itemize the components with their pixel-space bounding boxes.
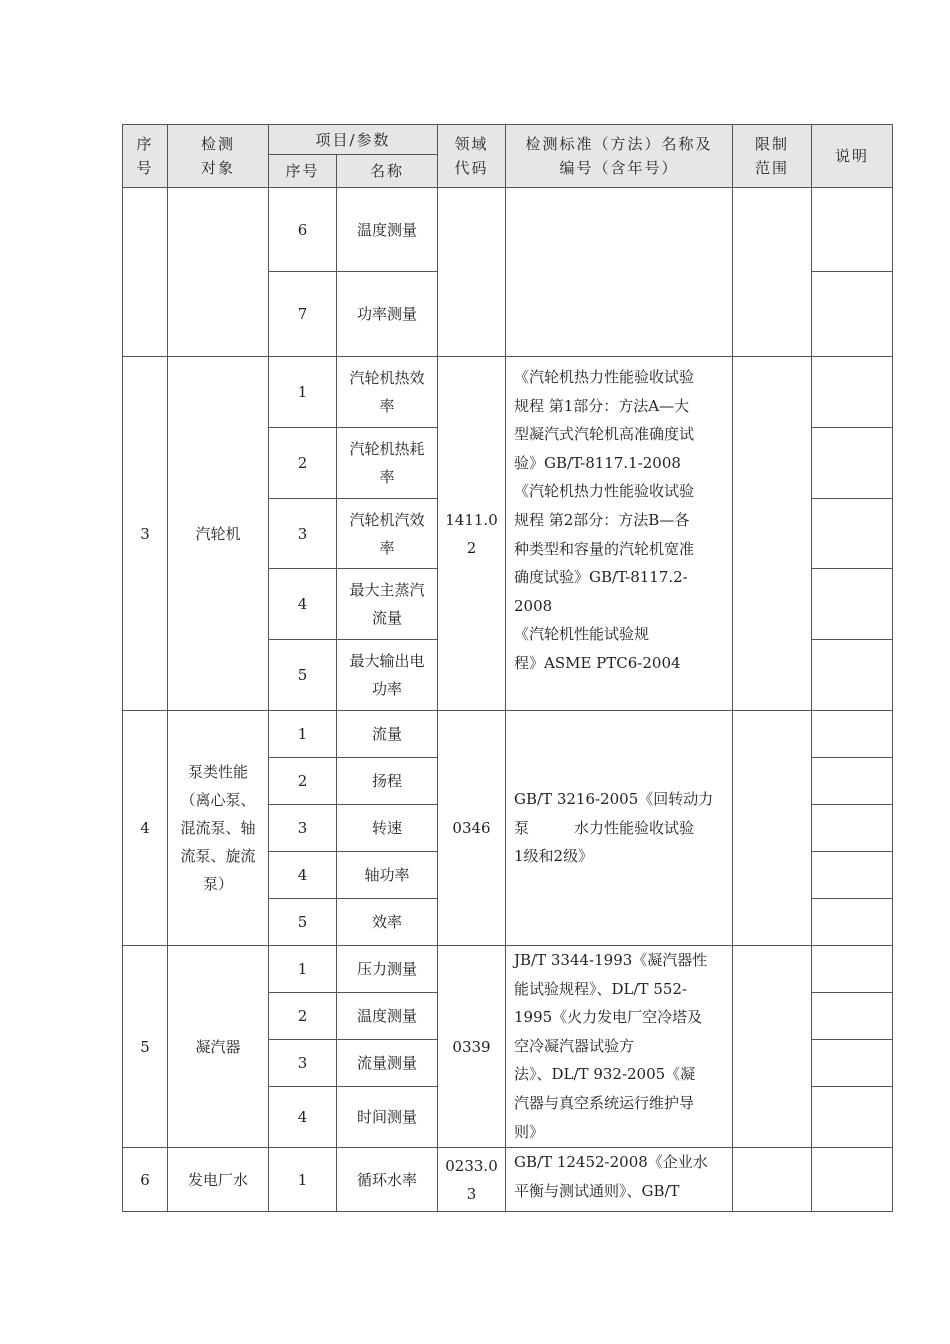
cell-limit bbox=[733, 1148, 812, 1212]
cell-item-name: 汽轮机热效 率 bbox=[337, 357, 438, 428]
cell-field-code: 0339 bbox=[438, 946, 506, 1148]
cell-item-name: 汽轮机汽效 率 bbox=[337, 499, 438, 569]
cell-field-code: 0346 bbox=[438, 711, 506, 946]
header-item-name: 名称 bbox=[337, 155, 438, 188]
header-item-seq: 序号 bbox=[269, 155, 337, 188]
cell-note bbox=[812, 852, 893, 899]
cell-limit bbox=[733, 711, 812, 946]
cell-seq: 4 bbox=[123, 711, 168, 946]
cell-item-no: 4 bbox=[269, 1087, 337, 1148]
table-row bbox=[123, 188, 893, 272]
cell-seq bbox=[123, 188, 168, 357]
cell-note bbox=[812, 188, 893, 272]
cell-note bbox=[812, 428, 893, 499]
header-seq: 序 号 bbox=[123, 125, 168, 188]
table-header bbox=[123, 125, 893, 188]
cell-item-name: 压力测量 bbox=[337, 946, 438, 993]
cell-item-name: 温度测量 bbox=[337, 993, 438, 1040]
cell-item-no: 2 bbox=[269, 993, 337, 1040]
cell-note bbox=[812, 805, 893, 852]
header-item-param: 项目/参数 bbox=[269, 125, 438, 155]
cell-note bbox=[812, 993, 893, 1040]
cell-item-name: 循环水率 bbox=[337, 1148, 438, 1212]
cell-object bbox=[168, 188, 269, 357]
cell-note bbox=[812, 357, 893, 428]
cell-item-no: 2 bbox=[269, 428, 337, 499]
cell-item-no: 1 bbox=[269, 946, 337, 993]
cell-item-no: 4 bbox=[269, 852, 337, 899]
header-field-code: 领域 代码 bbox=[438, 125, 506, 188]
cell-item-no: 3 bbox=[269, 499, 337, 569]
cell-note bbox=[812, 946, 893, 993]
cell-standard: 《汽轮机热力性能验收试验 规程 第1部分：方法A—大 型凝汽式汽轮机高准确度试 验》GB/T-8117.1-2008 《汽轮机热力性能验收试验 规程 第2部分：方法B—各 种类型和容量的汽轮机宽准 确度试验》GB/T-8117.2- 2008 《汽轮机性能试验规 程》ASME PTC6-2004 bbox=[506, 357, 733, 711]
cell-item-no: 4 bbox=[269, 569, 337, 640]
cell-item-no: 2 bbox=[269, 758, 337, 805]
cell-item-no: 7 bbox=[269, 272, 337, 357]
cell-item-name: 转速 bbox=[337, 805, 438, 852]
cell-note bbox=[812, 1087, 893, 1148]
cell-seq: 3 bbox=[123, 357, 168, 711]
cell-object: 汽轮机 bbox=[168, 357, 269, 711]
cell-item-name: 轴功率 bbox=[337, 852, 438, 899]
cell-field-code: 1411.0 2 bbox=[438, 357, 506, 711]
table-row bbox=[123, 711, 893, 758]
header-limit: 限制 范围 bbox=[733, 125, 812, 188]
cell-note bbox=[812, 899, 893, 946]
cell-standard: JB/T 3344-1993《凝汽器性 能试验规程》、DL/T 552- 1995《火力发电厂空冷塔及 空冷凝汽器试验方 法》、DL/T 932-2005《凝 汽器与真空系统运行维护导 则》 bbox=[506, 946, 733, 1148]
cell-item-name: 功率测量 bbox=[337, 272, 438, 357]
standards-table bbox=[122, 124, 893, 1212]
cell-seq: 6 bbox=[123, 1148, 168, 1212]
cell-note bbox=[812, 1148, 893, 1212]
cell-object: 发电厂水 bbox=[168, 1148, 269, 1212]
cell-item-name: 流量 bbox=[337, 711, 438, 758]
cell-item-no: 3 bbox=[269, 1040, 337, 1087]
cell-field-code: 0233.0 3 bbox=[438, 1148, 506, 1212]
cell-note bbox=[812, 758, 893, 805]
cell-item-name: 扬程 bbox=[337, 758, 438, 805]
cell-standard: GB/T 12452-2008《企业水 平衡与测试通则》、GB/T bbox=[506, 1148, 733, 1212]
cell-item-name: 最大输出电 功率 bbox=[337, 640, 438, 711]
cell-item-name: 时间测量 bbox=[337, 1087, 438, 1148]
cell-limit bbox=[733, 357, 812, 711]
cell-item-name: 汽轮机热耗 率 bbox=[337, 428, 438, 499]
cell-item-no: 3 bbox=[269, 805, 337, 852]
cell-item-no: 5 bbox=[269, 899, 337, 946]
table-row bbox=[123, 946, 893, 993]
cell-limit bbox=[733, 188, 812, 357]
cell-item-name: 流量测量 bbox=[337, 1040, 438, 1087]
cell-item-no: 6 bbox=[269, 188, 337, 272]
cell-seq: 5 bbox=[123, 946, 168, 1148]
cell-note bbox=[812, 711, 893, 758]
cell-field-code bbox=[438, 188, 506, 357]
header-note: 说明 bbox=[812, 125, 893, 188]
cell-object: 凝汽器 bbox=[168, 946, 269, 1148]
table-row bbox=[123, 1148, 893, 1212]
cell-item-name: 效率 bbox=[337, 899, 438, 946]
cell-standard: GB/T 3216-2005《回转动力 泵 水力性能验收试验 1级和2级》 bbox=[506, 711, 733, 946]
cell-item-no: 1 bbox=[269, 711, 337, 758]
cell-item-name: 最大主蒸汽 流量 bbox=[337, 569, 438, 640]
header-object: 检测 对象 bbox=[168, 125, 269, 188]
cell-note bbox=[812, 499, 893, 569]
cell-item-name: 温度测量 bbox=[337, 188, 438, 272]
cell-note bbox=[812, 272, 893, 357]
cell-note bbox=[812, 640, 893, 711]
cell-note bbox=[812, 569, 893, 640]
cell-limit bbox=[733, 946, 812, 1148]
cell-item-no: 1 bbox=[269, 1148, 337, 1212]
cell-standard bbox=[506, 188, 733, 357]
header-standard: 检测标准（方法）名称及 编号（含年号） bbox=[506, 125, 733, 188]
cell-item-no: 1 bbox=[269, 357, 337, 428]
cell-note bbox=[812, 1040, 893, 1087]
cell-object: 泵类性能 （离心泵、 混流泵、轴 流泵、旋流 泵） bbox=[168, 711, 269, 946]
cell-item-no: 5 bbox=[269, 640, 337, 711]
table-row bbox=[123, 357, 893, 428]
